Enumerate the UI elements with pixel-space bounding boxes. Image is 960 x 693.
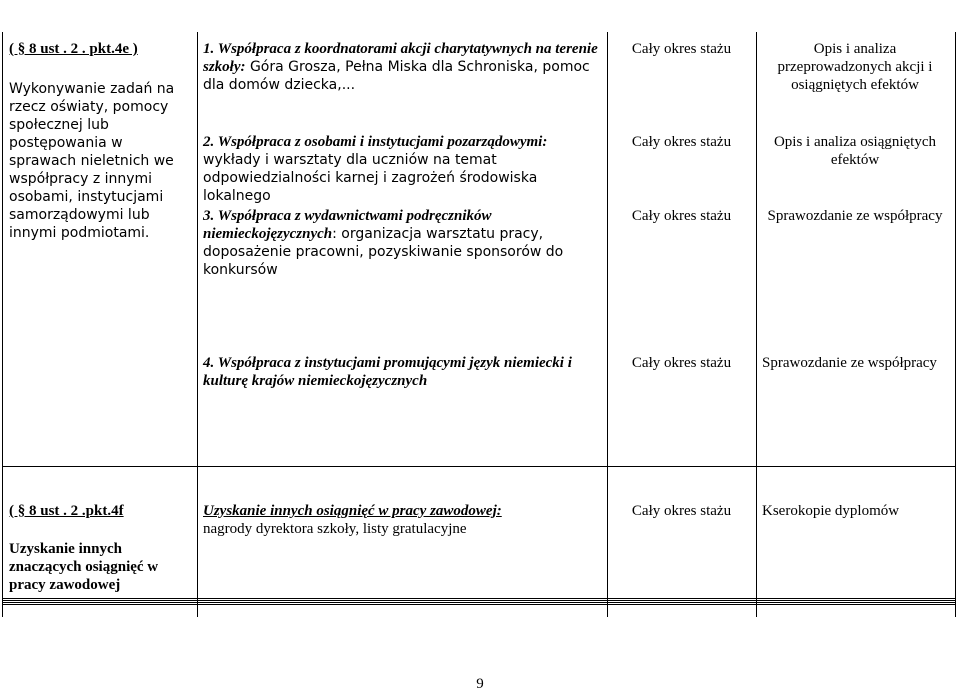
row2-title: Uzyskanie innych znaczących osiągnięć w pracy zawodowej bbox=[9, 541, 159, 593]
activity-3-body: : organizacja warsztatu pracy, doposażenie pracowni, pozyskiwanie sponsorów do konkursów bbox=[203, 226, 564, 278]
column-divider bbox=[607, 32, 608, 617]
achievement-evidence: Kserokopie dyplomów bbox=[762, 503, 900, 519]
achievement-head: Uzyskanie innych osiągnięć w pracy zawodowej: bbox=[203, 503, 502, 519]
activity-4 bbox=[197, 354, 607, 390]
activity-1-period: Cały okres stażu bbox=[631, 41, 732, 57]
activity-3 bbox=[197, 207, 607, 279]
activity-4-head: 4. Współpraca z instytucjami promującymi język niemiecki i kulturę krajów niemieckojęzycznych bbox=[203, 355, 572, 389]
row2-reference-cell bbox=[3, 502, 197, 520]
activity-2 bbox=[197, 133, 607, 205]
activity-2-head: 2. Współpraca z osobami i instytucjami pozarządowymi: bbox=[203, 134, 548, 150]
activity-3-head: 3. Współpraca z wydawnictwami podręczników niemieckojęzycznych bbox=[203, 208, 492, 242]
activity-2-body: wykłady i warsztaty dla uczniów na temat odpowiedzialności karnej i zagrożeń środowiska lokalnego bbox=[203, 152, 538, 204]
row2-reference: ( § 8 ust . 2 .pkt.4f bbox=[9, 503, 124, 519]
activity-3-evidence: Sprawozdanie ze współpracy bbox=[767, 208, 943, 224]
activity-1-head: 1. Współpraca z koordnatorami akcji charytatywnych na terenie szkoły: bbox=[203, 41, 598, 75]
achievement-period: Cały okres stażu bbox=[631, 503, 732, 519]
activity-1-body: Góra Grosza, Pełna Miska dla Schroniska, pomoc dla domów dziecka,... bbox=[203, 59, 590, 93]
achievement-body: nagrody dyrektora szkoły, listy gratulacyjne bbox=[203, 521, 467, 537]
row1-title: Wykonywanie zadań na rzecz oświaty, pomocy społecznej lub postępowania w sprawach nieletnich we współpracy z innymi osobami, instytucjami samorządowymi lub innymi podmiotami. bbox=[9, 81, 175, 241]
activity-2-period: Cały okres stażu bbox=[631, 134, 732, 150]
page-number: 9 bbox=[476, 676, 484, 692]
activity-2-evidence: Opis i analiza osiągniętych efektów bbox=[773, 134, 937, 168]
row-divider bbox=[3, 466, 955, 467]
activity-3-period: Cały okres stażu bbox=[631, 208, 732, 224]
thick-bottom-border bbox=[3, 598, 955, 605]
row1-reference: ( § 8 ust . 2 . pkt.4e ) bbox=[9, 41, 138, 57]
activity-1 bbox=[197, 40, 607, 94]
activity-1-evidence: Opis i analiza przeprowadzonych akcji i osiągniętych efektów bbox=[777, 41, 933, 93]
activity-4-evidence: Sprawozdanie ze współpracy bbox=[762, 355, 937, 371]
achievement-item bbox=[197, 502, 607, 538]
column-divider bbox=[756, 32, 757, 617]
row1-reference-cell bbox=[3, 40, 197, 58]
plan-table bbox=[2, 32, 956, 617]
activity-4-period: Cały okres stażu bbox=[631, 355, 732, 371]
